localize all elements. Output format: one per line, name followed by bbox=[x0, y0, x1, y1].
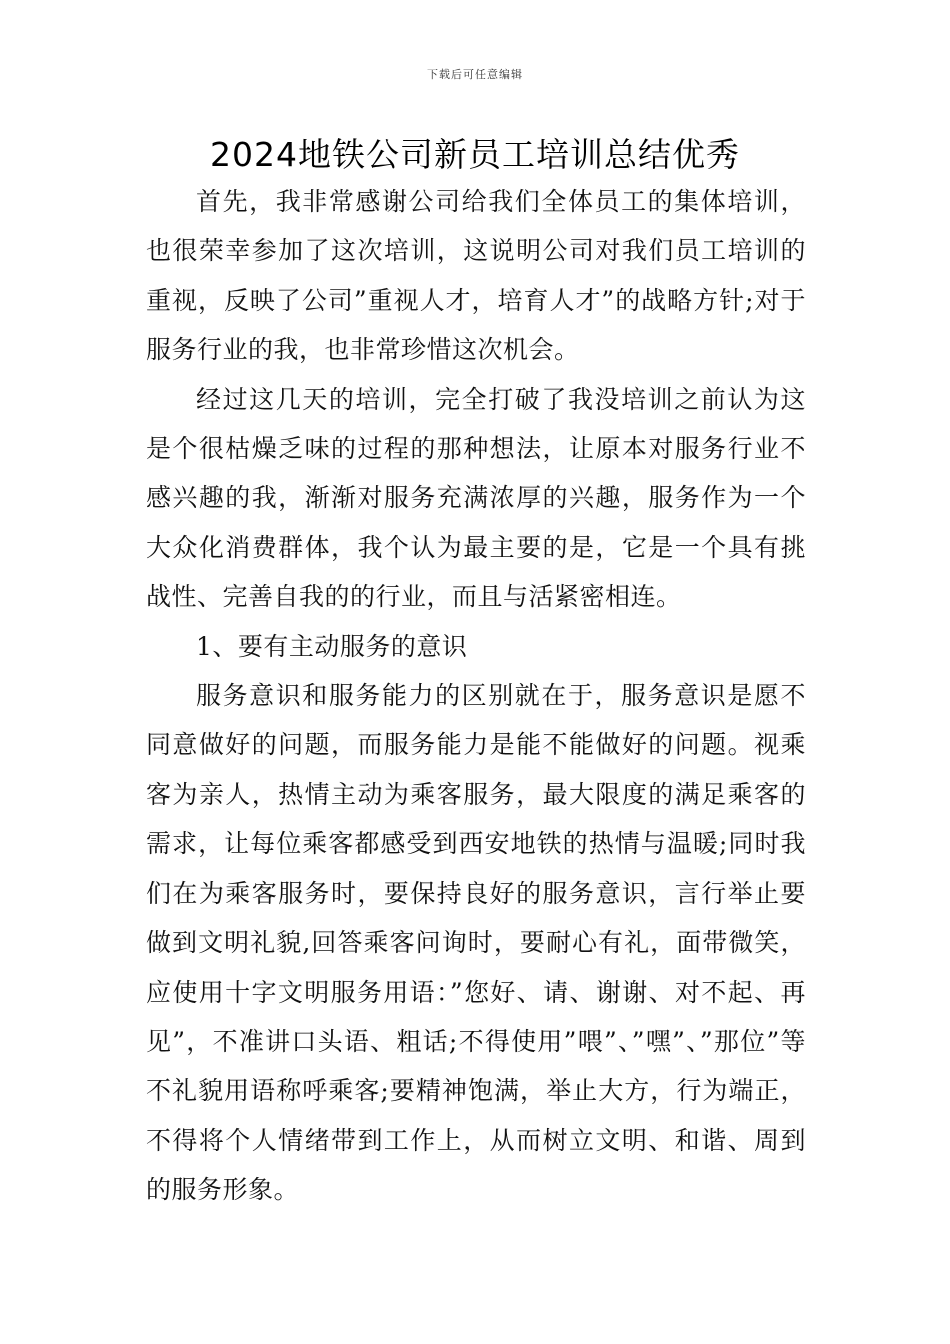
paragraph-service-awareness: 服务意识和服务能力的区别就在于，服务意识是愿不同意做好的问题，而服务能力是能不能做好的问题。视乘客为亲人，热情主动为乘客服务，最大限度的满足乘客的需求，让每位乘客都感受到西安地铁的热情与温暖;同时我们在为乘客服务时，要保持良好的服务意识，言行举止要做到文明礼貌,回答乘客问询时，要耐心有礼，面带微笑，应使用十字文明服务用语：”您好、请、谢谢、对不起、再见”，不准讲口头语、粗话;不得使用”喂”、”嘿”、”那位”等不礼貌用语称呼乘客;要精神饱满，举止大方，行为端正，不得将个人情绪带到工作上，从而树立文明、和谐、周到的服务形象。 bbox=[146, 681, 806, 1205]
section-heading-service-awareness: 1、要有主动服务的意识 bbox=[196, 631, 468, 661]
paragraph-intro: 首先，我非常感谢公司给我们全体员工的集体培训，也很荣幸参加了这次培训，这说明公司对我们员工培训的重视，反映了公司”重视人才，培育人才”的战略方针;对于服务行业的我，也非常珍惜这次机会。 bbox=[146, 187, 806, 365]
paragraph-training-experience: 经过这几天的培训，完全打破了我没培训之前认为这是个很枯燥乏味的过程的那种想法，让原本对服务行业不感兴趣的我，渐渐对服务充满浓厚的兴趣，服务作为一个大众化消费群体，我个认为最主要的是，它是一个具有挑战性、完善自我的的行业，而且与活紧密相连。 bbox=[146, 384, 806, 612]
header-note: 下载后可任意编辑 bbox=[427, 68, 523, 81]
document-body bbox=[146, 177, 806, 1215]
document-title: 2024地铁公司新员工培训总结优秀 bbox=[210, 135, 740, 174]
